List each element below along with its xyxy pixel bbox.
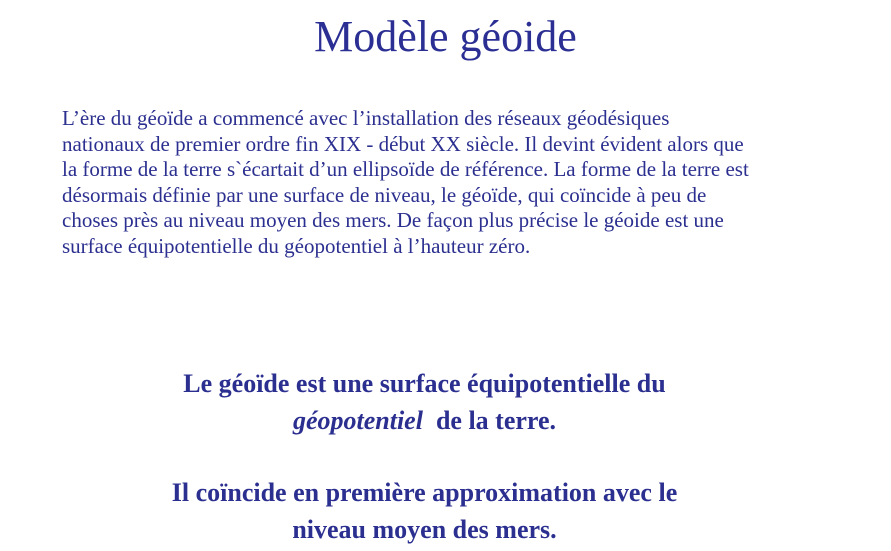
intro-line: choses près au niveau moyen des mers. De façon plus précise le géoide est une [62, 208, 724, 232]
intro-line: désormais définie par une surface de niveau, le géoïde, qui coïncide à peu de [62, 182, 707, 207]
page-title: Modèle géoide [314, 12, 577, 61]
emphasis-term: géopotentiel [292, 406, 423, 435]
statement-line: Le géoïde est une surface équipotentielle du [183, 369, 666, 398]
key-statement-geopotential [0, 365, 870, 439]
statement-line [0, 402, 870, 439]
intro-line: L’ère du géoïde a commencé avec l’installation des réseaux géodésiques [62, 106, 670, 130]
intro-paragraph [62, 106, 862, 259]
intro-line: nationaux de premier ordre fin XIX - début XX siècle. Il devint évident alors que [62, 131, 744, 156]
statement-line: niveau moyen des mers. [292, 515, 557, 544]
intro-line: surface équipotentielle du géopotentiel à l’hauteur zéro. [62, 233, 531, 258]
statement-text: de la terre. [435, 406, 557, 435]
key-statement-sea-level [0, 474, 870, 548]
statement-line: Il coïncide en première approximation avec le [171, 478, 678, 507]
intro-line: la forme de la terre s`écartait d’un ellipsoïde de référence. La forme de la terre est [62, 157, 749, 181]
